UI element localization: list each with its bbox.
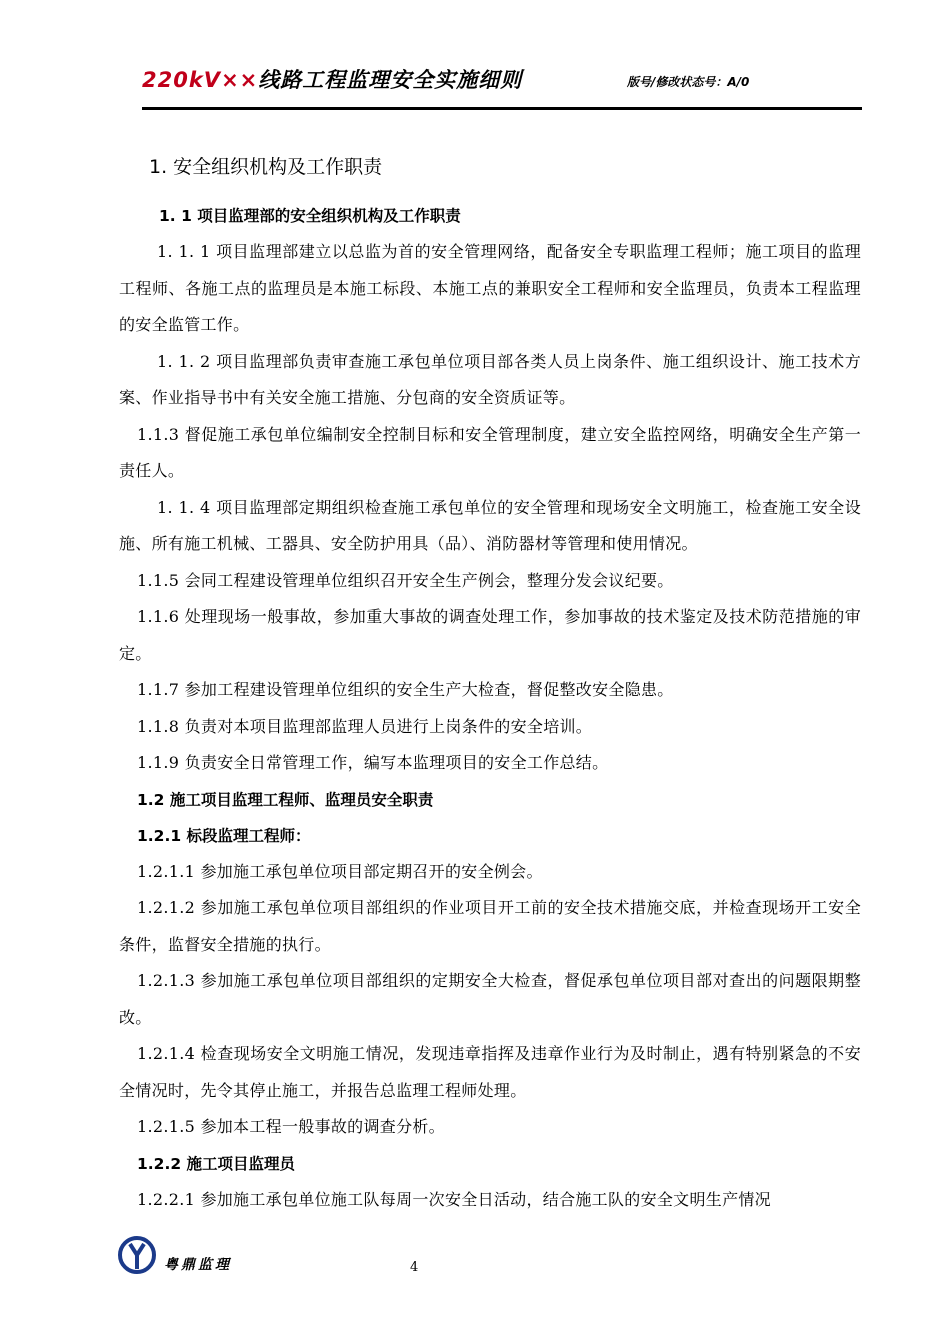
section-1-2-2-heading: 1.2.2 施工项目监理员: [137, 1154, 296, 1173]
header-divider: [142, 107, 862, 110]
title-voltage: 220kV: [142, 68, 222, 92]
document-body: [119, 150, 861, 1218]
title-placeholder: ××: [221, 68, 259, 92]
version-label: 版号/修改状态号：A/0: [627, 75, 750, 89]
paragraph-1-2-1-2: 1.2.1.2 参加施工承包单位项目部组织的作业项目开工前的安全技术措施交底，并检查现场开工安全条件，监督安全措施的执行。: [119, 898, 861, 954]
section-1-2-1-heading: 1.2.1 标段监理工程师：: [137, 826, 311, 845]
paragraph-1-1-4: 1. 1. 4 项目监理部定期组织检查施工承包单位的安全管理和现场安全文明施工，检查施工安全设施、所有施工机械、工器具、安全防护用具（品）、消防器材等管理和使用情况。: [119, 497, 861, 553]
title-text: 线路工程监理安全实施细则: [258, 68, 523, 92]
section-1-heading: 1. 安全组织机构及工作职责: [149, 156, 383, 178]
paragraph-1-1-1: 1. 1. 1 项目监理部建立以总监为首的安全管理网络，配备安全专职监理工程师；施工项目的监理工程师、各施工点的监理员是本施工标段、本施工点的兼职安全工程师和安全监理员，负责本工程监理的安全监管工作。: [119, 242, 861, 334]
page-number: 4: [410, 1260, 419, 1275]
paragraph-1-2-1-3: 1.2.1.3 参加施工承包单位项目部组织的定期安全大检查，督促承包单位项目部对查出的问题限期整改。: [119, 971, 861, 1027]
company-logo-icon: [117, 1235, 157, 1275]
footer-brand: 粤鼎监理: [164, 1257, 232, 1273]
paragraph-1-2-1-4: 1.2.1.4 检查现场安全文明施工情况，发现违章指挥及违章作业行为及时制止，遇有特别紧急的不安全情况时，先令其停止施工，并报告总监理工程师处理。: [119, 1044, 861, 1100]
paragraph-1-2-1-5: 1.2.1.5 参加本工程一般事故的调查分析。: [137, 1117, 445, 1136]
paragraph-1-1-9: 1.1.9 负责安全日常管理工作，编写本监理项目的安全工作总结。: [137, 753, 609, 772]
paragraph-1-1-8: 1.1.8 负责对本项目监理部监理人员进行上岗条件的安全培训。: [137, 716, 593, 736]
paragraph-1-2-2-1: 1.2.2.1 参加施工承包单位施工队每周一次安全日活动，结合施工队的安全文明生产情况: [137, 1189, 771, 1209]
paragraph-1-1-7: 1.1.7 参加工程建设管理单位组织的安全生产大检查，督促整改安全隐患。: [137, 680, 674, 699]
paragraph-1-2-1-1: 1.2.1.1 参加施工承包单位项目部定期召开的安全例会。: [137, 861, 543, 881]
section-1-2-heading: 1.2 施工项目监理工程师、监理员安全职责: [137, 790, 434, 809]
document-title: [142, 64, 522, 94]
paragraph-1-1-2: 1. 1. 2 项目监理部负责审查施工承包单位项目部各类人员上岗条件、施工组织设计、施工技术方案、作业指导书中有关安全施工措施、分包商的安全资质证等。: [119, 351, 861, 407]
section-1-1-heading: 1. 1 项目监理部的安全组织机构及工作职责: [159, 207, 461, 225]
page-header: [142, 64, 862, 104]
paragraph-1-1-5: 1.1.5 会同工程建设管理单位组织召开安全生产例会，整理分发会议纪要。: [137, 570, 674, 590]
paragraph-1-1-3: 1.1.3 督促施工承包单位编制安全控制目标和安全管理制度，建立安全监控网络，明确安全生产第一责任人。: [119, 424, 861, 480]
paragraph-1-1-6: 1.1.6 处理现场一般事故，参加重大事故的调查处理工作，参加事故的技术鉴定及技术防范措施的审定。: [119, 607, 861, 663]
